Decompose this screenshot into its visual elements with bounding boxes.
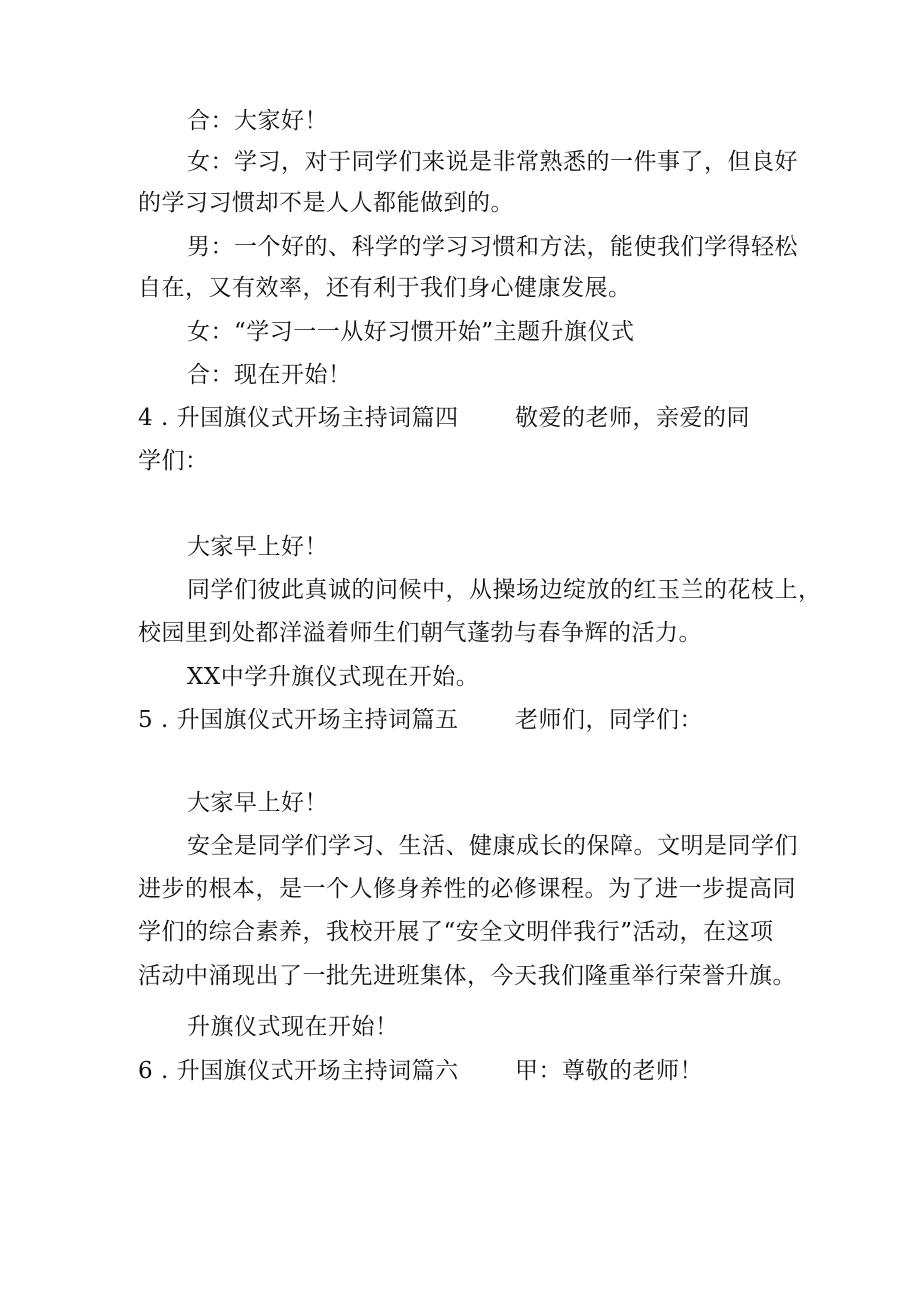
section-heading-title: 6 . 升国旗仪式开场主持词篇六 bbox=[138, 1058, 459, 1084]
paragraph-line: 进步的根本，是一个人修身养性的必修课程。为了进一步提高同 bbox=[138, 876, 796, 902]
paragraph-line: 的学习习惯却不是人人都能做到的。 bbox=[138, 190, 514, 216]
section-heading-6 bbox=[138, 1056, 703, 1086]
paragraph-line: 同学们彼此真诚的问候中，从操场边绽放的红玉兰的花枝上， bbox=[187, 577, 822, 603]
paragraph-line: 合：现在开始！ bbox=[187, 362, 352, 388]
paragraph-line: 女：学习，对于同学们来说是非常熟悉的一件事了，但良好 bbox=[187, 149, 798, 175]
section-heading-5 bbox=[138, 705, 703, 735]
paragraph-line: 大家早上好！ bbox=[187, 790, 328, 816]
section-heading-title: 5 . 升国旗仪式开场主持词篇五 bbox=[138, 707, 459, 733]
section-heading-lead: 甲：尊敬的老师！ bbox=[515, 1058, 703, 1084]
paragraph-line: 安全是同学们学习、生活、健康成长的保障。文明是同学们 bbox=[187, 833, 798, 859]
paragraph-line: 学们的综合素养，我校开展了“安全文明伴我行”活动，在这项 bbox=[138, 919, 774, 945]
paragraph-line: XX中学升旗仪式现在开始。 bbox=[187, 664, 480, 690]
section-heading-lead: 敬爱的老师，亲爱的同 bbox=[515, 405, 750, 431]
paragraph-line: 活动中涌现出了一批先进班集体，今天我们隆重举行荣誉升旗。 bbox=[138, 963, 796, 989]
paragraph-line: 自在，又有效率，还有利于我们身心健康发展。 bbox=[138, 275, 632, 301]
paragraph-line: 学们： bbox=[138, 448, 209, 474]
paragraph-line: 女：“学习一一从好习惯开始”主题升旗仪式 bbox=[187, 319, 635, 345]
paragraph-line: 校园里到处都洋溢着师生们朝气蓬勃与春争辉的活力。 bbox=[138, 620, 702, 646]
section-heading-title: 4 . 升国旗仪式开场主持词篇四 bbox=[138, 405, 459, 431]
section-heading-4 bbox=[138, 403, 750, 433]
paragraph-line: 男：一个好的、科学的学习习惯和方法，能使我们学得轻松 bbox=[187, 234, 798, 260]
paragraph-line: 升旗仪式现在开始！ bbox=[187, 1014, 399, 1040]
paragraph-line: 合：大家好！ bbox=[187, 108, 328, 134]
section-heading-lead: 老师们，同学们： bbox=[515, 707, 703, 733]
paragraph-line: 大家早上好！ bbox=[187, 534, 328, 560]
